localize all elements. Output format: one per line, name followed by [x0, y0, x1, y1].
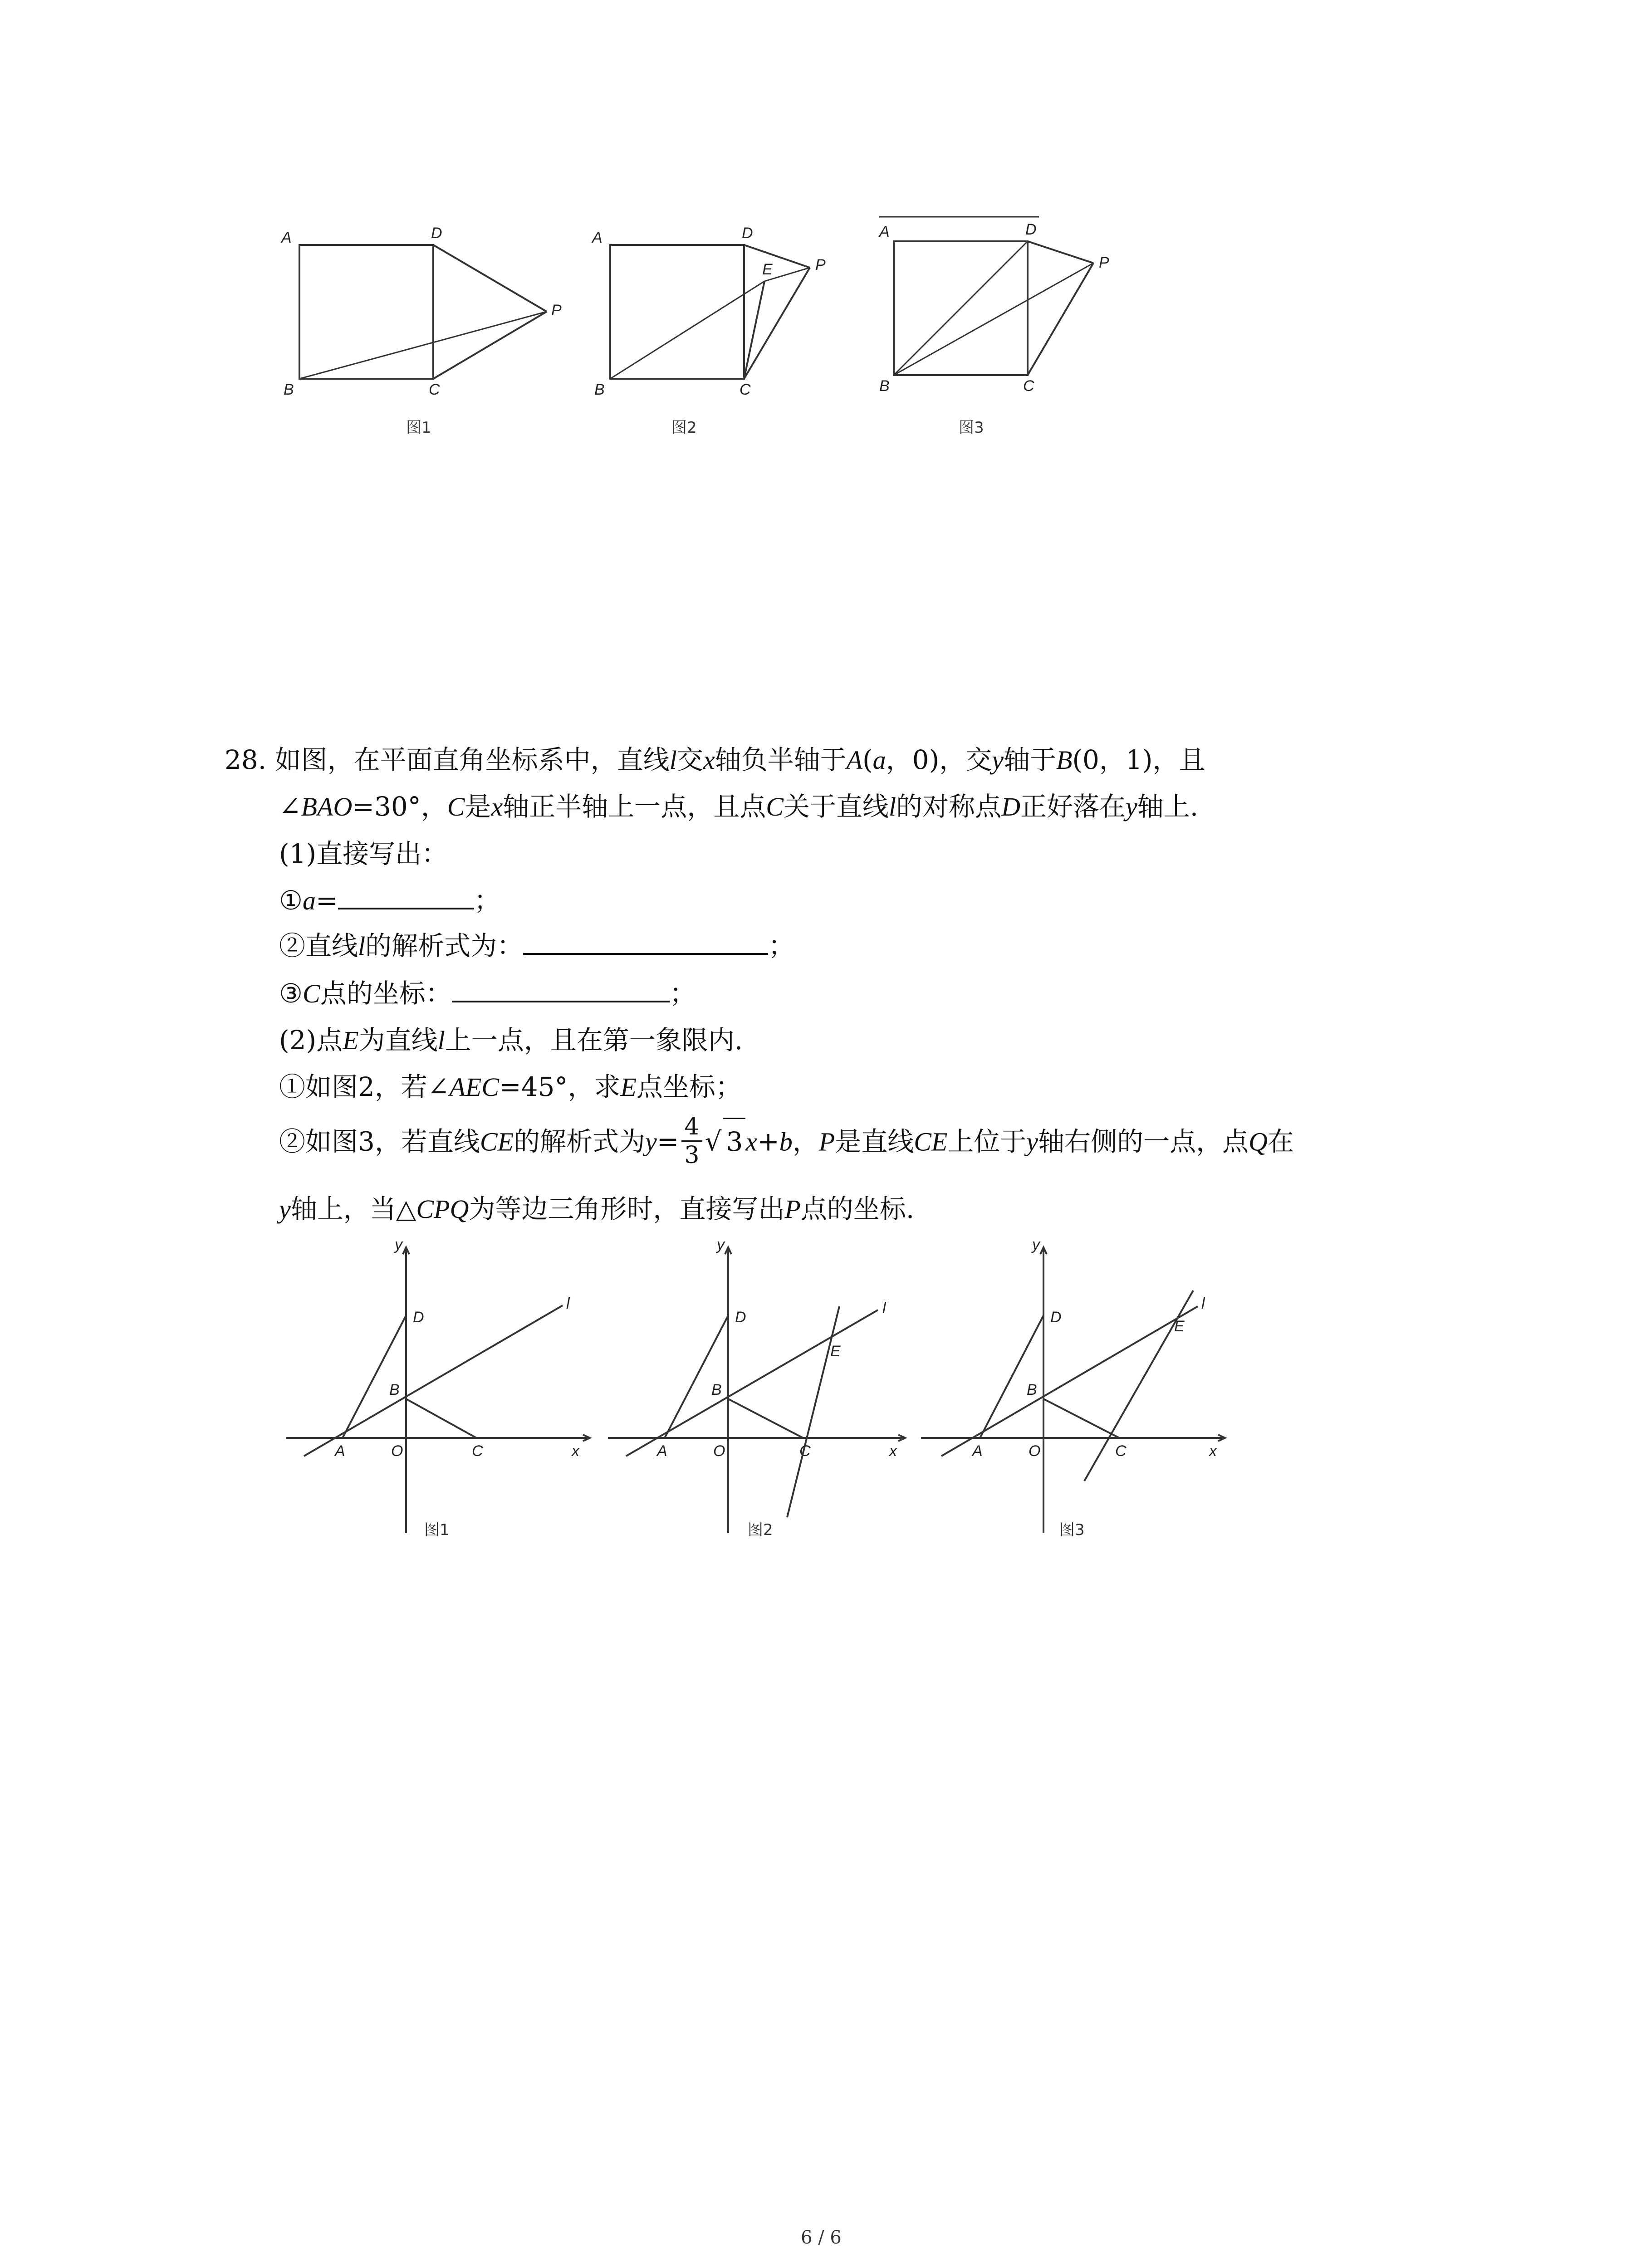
- segment-bc: [1043, 1399, 1119, 1438]
- label-d: D: [1050, 1309, 1062, 1326]
- answer-blank-point-c[interactable]: [452, 976, 670, 1002]
- fraction-4-3: $\frac{4}{3}$: [681, 1113, 702, 1169]
- part-1-item-3: ③C点的坐标： ；: [279, 971, 696, 1017]
- label-d: D: [1025, 221, 1037, 238]
- label-o: O: [391, 1442, 403, 1460]
- line-l: [941, 1306, 1198, 1456]
- label-o: O: [713, 1442, 725, 1460]
- label-x: x: [572, 1442, 579, 1460]
- top-figure-3-caption: 图3: [959, 419, 984, 437]
- page-number: 6 / 6: [801, 2227, 842, 2248]
- label-e: E: [830, 1343, 841, 1360]
- label-x: x: [889, 1442, 897, 1460]
- segment-cp: [433, 312, 547, 379]
- label-d: D: [431, 225, 442, 242]
- label-c: C: [1023, 377, 1034, 395]
- segment-dp: [433, 245, 547, 312]
- label-b: B: [594, 381, 605, 398]
- label-o: O: [1029, 1442, 1041, 1460]
- label-c: C: [429, 381, 440, 398]
- label-a: A: [879, 223, 890, 240]
- question-last-line: y轴上，当△CPQ为等边三角形时，直接写出P点的坐标.: [279, 1193, 915, 1224]
- label-y: y: [717, 1236, 725, 1253]
- top-figure-1-caption: 图1: [406, 419, 431, 437]
- part-2-item-2: ②如图3，若直线CE的解析式为y= $\frac{4}{3}$ √ 3 x+b，P是直线CE上位于y轴右侧的一点，点Q在: [279, 1113, 1294, 1169]
- top-figure-2-caption: 图2: [671, 419, 697, 437]
- sqrt-3: 3: [723, 1118, 745, 1164]
- label-y: y: [1032, 1236, 1040, 1253]
- bottom-figure-2: [603, 1234, 921, 1542]
- segment-ad: [980, 1315, 1043, 1438]
- label-b: B: [389, 1381, 400, 1398]
- square-abcd: [299, 245, 433, 379]
- line-l: [304, 1305, 563, 1456]
- label-c: C: [472, 1442, 483, 1460]
- label-c: C: [799, 1442, 811, 1460]
- label-l: l: [882, 1300, 886, 1317]
- label-a: A: [972, 1442, 983, 1460]
- bottom-figure-1: [281, 1234, 599, 1542]
- question-line-1: 28. 如图，在平面直角坐标系中，直线l交x轴负半轴于A(a，0)，交y轴于B(0，1)，且: [225, 744, 1205, 775]
- part-1-item-1: ①a= ；: [279, 878, 500, 924]
- top-figure-3: [871, 209, 1152, 408]
- bottom-figure-1-caption: 图1: [424, 1521, 450, 1539]
- diagonal-bd: [894, 241, 1028, 375]
- label-d: D: [742, 225, 753, 242]
- label-p: P: [815, 256, 826, 274]
- label-b: B: [879, 377, 890, 395]
- label-a: A: [281, 229, 292, 246]
- bottom-figure-3-caption: 图3: [1059, 1521, 1085, 1539]
- label-e: E: [762, 261, 773, 278]
- label-a: A: [592, 229, 603, 246]
- segment-bp: [894, 263, 1093, 375]
- label-a: A: [657, 1442, 667, 1460]
- part-2-heading: (2)点E为直线l上一点，且在第一象限内.: [279, 1025, 743, 1056]
- bottom-figure-2-caption: 图2: [748, 1521, 773, 1539]
- segment-ad: [665, 1315, 728, 1438]
- label-a: A: [335, 1442, 345, 1460]
- segment-be: [610, 281, 764, 379]
- question-line-2: ∠BAO=30°，C是x轴正半轴上一点，且点C关于直线l的对称点D正好落在y轴上.: [279, 791, 1199, 822]
- segment-cp: [744, 268, 810, 379]
- answer-blank-line-l[interactable]: [523, 929, 768, 955]
- bottom-figure-3: [921, 1234, 1239, 1542]
- part-1-heading: (1)直接写出：: [279, 838, 448, 869]
- segment-dp: [1028, 241, 1093, 263]
- line-ce: [787, 1306, 839, 1517]
- square-abcd: [610, 245, 744, 379]
- answer-blank-a[interactable]: [338, 883, 474, 909]
- part-2-item-1: ①如图2，若∠AEC=45°，求E点坐标；: [279, 1071, 742, 1102]
- top-figure-1: [272, 218, 581, 408]
- part-1-item-2: ②直线l的解析式为： ；: [279, 923, 794, 969]
- label-b: B: [1027, 1381, 1037, 1398]
- segment-cp: [1028, 263, 1093, 375]
- label-e: E: [1174, 1318, 1185, 1335]
- sqrt-sign: √: [705, 1126, 722, 1157]
- label-b: B: [284, 381, 294, 398]
- segment-dp: [744, 245, 810, 268]
- line-l: [626, 1310, 878, 1456]
- top-figure-2: [583, 218, 873, 408]
- label-d: D: [735, 1309, 746, 1326]
- segment-ad: [343, 1315, 406, 1438]
- label-y: y: [395, 1236, 402, 1253]
- label-l: l: [1201, 1295, 1205, 1312]
- label-b: B: [711, 1381, 722, 1398]
- segment-bc: [406, 1399, 476, 1438]
- segment-ce: [744, 281, 764, 379]
- segment-bp: [299, 312, 547, 379]
- label-c: C: [740, 381, 751, 398]
- label-p: P: [1099, 254, 1109, 271]
- label-l: l: [566, 1295, 570, 1312]
- label-p: P: [551, 302, 562, 319]
- label-c: C: [1115, 1442, 1127, 1460]
- segment-bc: [728, 1399, 803, 1438]
- label-d: D: [413, 1309, 424, 1326]
- label-x: x: [1209, 1442, 1217, 1460]
